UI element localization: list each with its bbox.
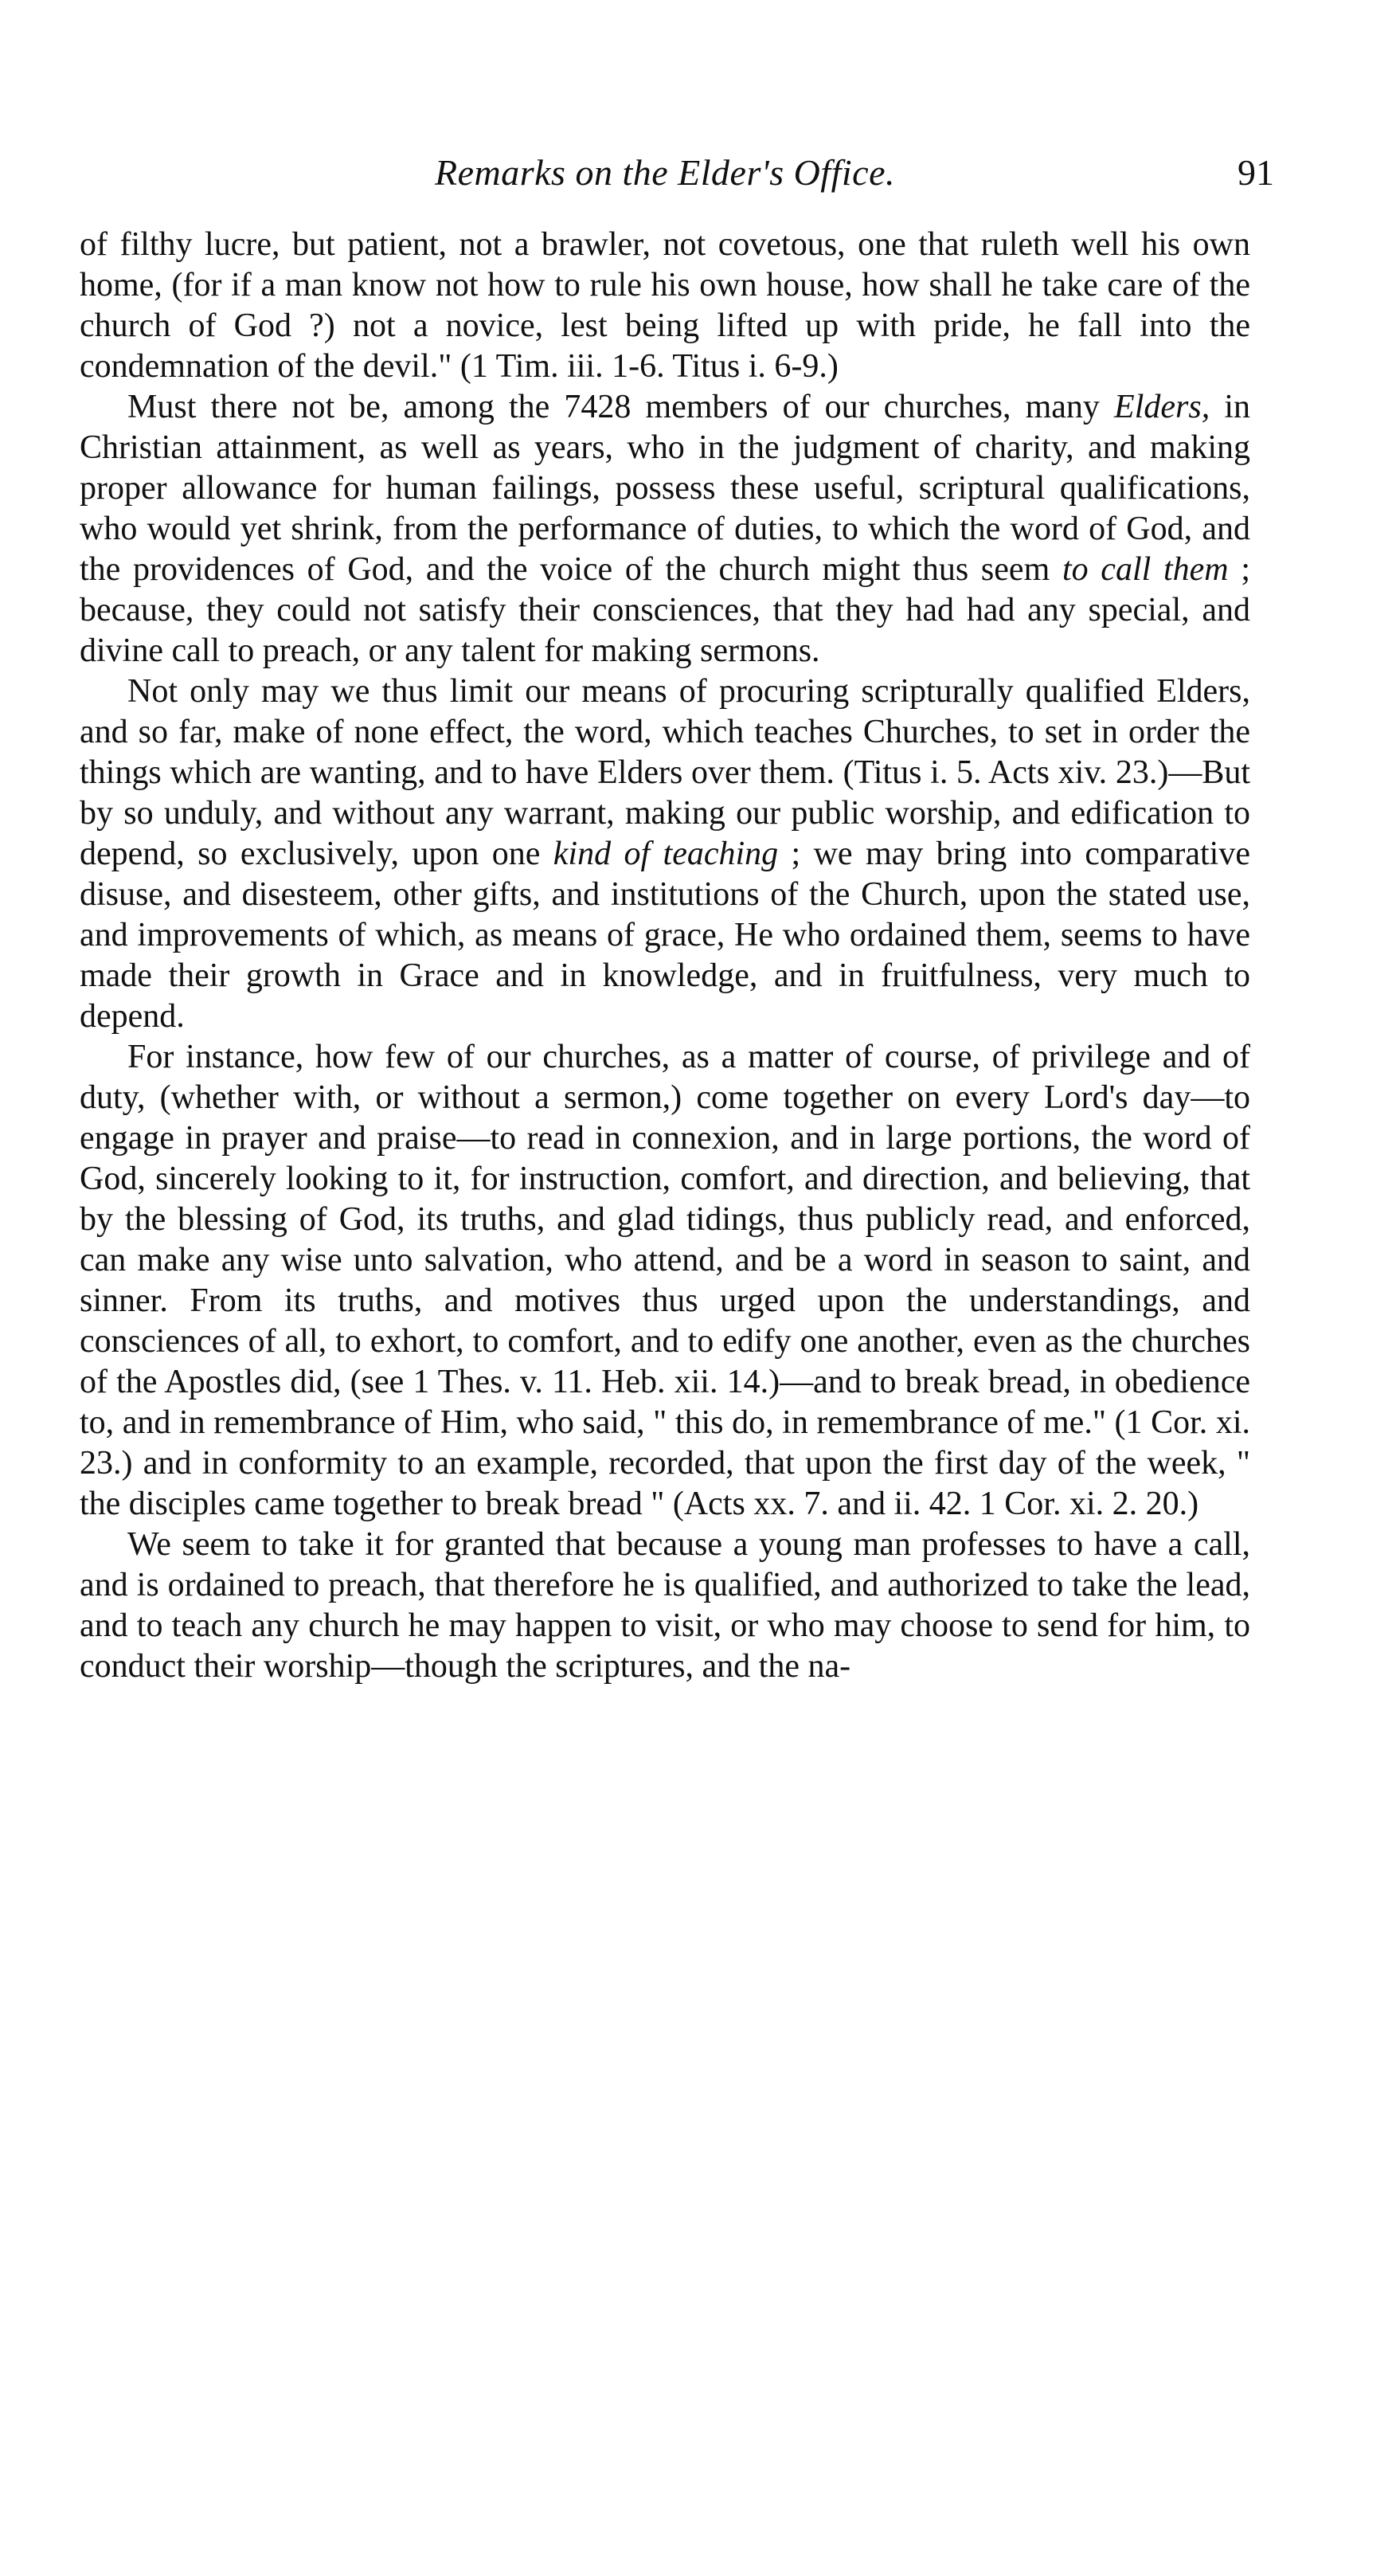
paragraph-3 xyxy=(80,671,1250,1037)
paragraph-2-text-b: in Christian attainment, as well as years, who in the judgment of charity, and making proper allowance for human failings, possess these useful, scriptural qualifications, who would yet shrink, from the performance of duties, to which the word of God, and the providences of God, and the voice of the church might thus seem xyxy=(80,389,1250,588)
paragraph-5 xyxy=(80,1525,1250,1687)
paragraph-3-text-a: Not only may we thus limit our means of procuring scripturally qualified Elders, and so far, make of none effect, the word, which teaches Churches, to set in order the things which are wanting, and to have Elders over them. (Titus i. 5. Acts xiv. 23.)—But by so unduly, and without any warrant, making our public worship, and edification to depend, so exclusively, upon one xyxy=(80,673,1250,872)
paragraph-2-text-a: Must there not be, among the 7428 members of our churches, many xyxy=(127,389,1115,425)
paragraph-3-text-b: ; we may bring into comparative disuse, and disesteem, other gifts, and institutions of the Church, upon the stated use, and improvements of which, as means of grace, He who ordained them, seems to have made their growth in Grace and in knowledge, and in fruitfulness, very much to depend. xyxy=(80,836,1250,1035)
paragraph-5-text: We seem to take it for granted that because a young man professes to have a call, and is ordained to preach, that therefore he is qualified, and authorized to take the lead, and to teach any church he may happen to visit, or who may choose to send for him, to conduct their worship—though the scriptures, and the na- xyxy=(80,1526,1250,1685)
running-title: Remarks on the Elder's Office. xyxy=(435,152,895,193)
paragraph-3-italic-teaching: kind of teaching xyxy=(553,836,779,872)
paragraph-1-text: of filthy lucre, but patient, not a brawler, not covetous, one that ruleth well his own home, (for if a man know not how to rule his own house, how shall he take care of the church of God ?) not a novice, lest being lifted up with pride, he fall into the condemnation of the devil." (1 Tim. iii. 1-6. Titus i. 6-9.) xyxy=(80,226,1250,385)
page-number: 91 xyxy=(1238,152,1274,193)
paragraph-4-text: For instance, how few of our churches, as a matter of course, of privilege and of duty, (whether with, or without a sermon,) come together on every Lord's day—to engage in prayer and praise—to read in connexion, and in large portions, the word of God, sincerely looking to it, for instruction, comfort, and direction, and believing, that by the blessing of God, its truths, and glad tidings, thus publicly read, and enforced, can make any wise unto salvation, who attend, and be a word in season to saint, and sinner. From its truths, and motives thus urged upon the understandings, and consciences of all, to exhort, to comfort, and to edify one another, even as the churches of the Apostles did, (see 1 Thes. v. 11. Heb. xii. 14.)—and to break bread, in obedience to, and in remembrance of Him, who said, " this do, in remembrance of me." (1 Cor. xi. 23.) and in conformity to an example, recorded, that upon the first day of the week, " the disciples came together to break bread " (Acts xx. 7. and ii. 42. 1 Cor. xi. 2. 20.) xyxy=(80,1039,1250,1522)
book-page xyxy=(80,151,1274,1687)
body-text xyxy=(80,225,1250,1687)
paragraph-2-text-c: ; because, they could not satisfy their consciences, that they had had any special, and divine call to preach, or any talent for making sermons. xyxy=(80,551,1251,669)
paragraph-1 xyxy=(80,225,1250,387)
paragraph-2 xyxy=(80,387,1250,671)
running-head xyxy=(80,151,1274,207)
paragraph-2-italic-call: to call them xyxy=(1062,551,1229,588)
paragraph-2-italic-elders: Elders, xyxy=(1114,389,1210,425)
paragraph-4 xyxy=(80,1037,1250,1525)
